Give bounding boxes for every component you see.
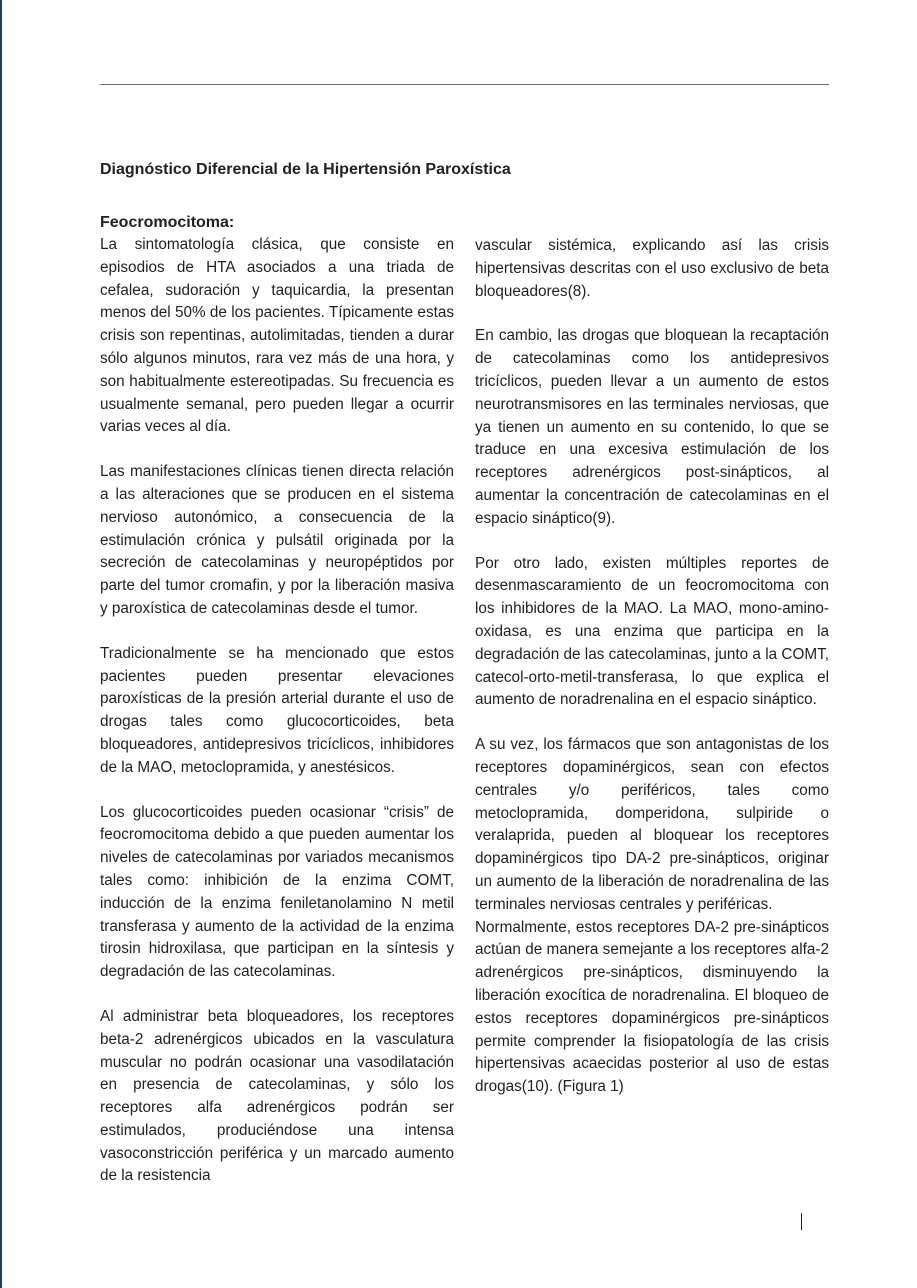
- left-column: [100, 212, 454, 1210]
- paragraph: En cambio, las drogas que bloquean la recaptación de catecolaminas como los antidepresivos tricíclicos, pueden llevar a un aumento de estos neurotransmisores en las terminales nerviosas, que ya tienen un aumento en su contenido, lo que se traduce en una excesiva estimulación de los receptores adrenérgicos post-sinápticos, al aumentar la concentración de catecolaminas en el espacio sináptico(9).: [475, 327, 829, 527]
- page-heading: Diagnóstico Diferencial de la Hipertensión Paroxística: [100, 161, 511, 178]
- paragraph: Normalmente, estos receptores DA-2 pre-sinápticos actúan de manera semejante a los receptores alfa-2 adrenérgicos pre-sinápticos, disminuyendo la liberación exocítica de noradrenalina. El bloqueo de estos receptores dopaminérgicos pre-sinápticos permite comprender la fisiopatología de las crisis hipertensivas acaecidas posterior al uso de estas drogas(10). (Figura 1): [475, 918, 829, 1096]
- right-column: [475, 235, 829, 1121]
- paragraph: Las manifestaciones clínicas tienen directa relación a las alteraciones que se producen en el sistema nervioso autonómico, a consecuencia de la estimulación crónica y pulsátil originada por la secreción de catecolaminas y neuropéptidos por parte del tumor cromafin, y por la liberación masiva y paroxística de catecolaminas desde el tumor.: [100, 463, 454, 617]
- paragraph: vascular sistémica, explicando así las crisis hipertensivas descritas con el uso exclusivo de beta bloqueadores(8).: [475, 237, 829, 300]
- paragraph: Al administrar beta bloqueadores, los receptores beta-2 adrenérgicos ubicados en la vasculatura muscular no podrán ocasionar una vasodilatación en presencia de catecolaminas, y sólo los receptores alfa adrenérgicos podrán ser estimulados, produciéndose una intensa vasoconstricción periférica y un marcado aumento de la resistencia: [100, 1007, 454, 1185]
- header-rule: [100, 84, 829, 85]
- page-marker: [801, 1213, 802, 1230]
- paragraph: A su vez, los fármacos que son antagonistas de los receptores dopaminérgicos, sean con efectos centrales y/o periféricos, tales como metoclopramida, domperidona, sulpiride o veralaprida, pueden al bloquear los receptores dopaminérgicos tipo DA-2 pre-sinápticos, originar un aumento de la liberación de noradrenalina de las terminales nerviosas centrales y periféricas.: [475, 736, 829, 913]
- paragraph: Por otro lado, existen múltiples reportes de desenmascaramiento de un feocromocitoma con los inhibidores de la MAO. La MAO, mono-amino-oxidasa, es una enzima que participa en la degradación de las catecolaminas, junto a la COMT, catecol-orto-metil-transferasa, lo que explica el aumento de noradrenalina en el espacio sináptico.: [475, 554, 829, 709]
- page-left-edge-bar: [0, 0, 2, 1288]
- paragraph: Tradicionalmente se ha mencionado que estos pacientes pueden presentar elevaciones paroxísticas de la presión arterial durante el uso de drogas tales como glucocorticoides, beta bloqueadores, antidepresivos tricíclicos, inhibidores de la MAO, metoclopramida, y anestésicos.: [100, 644, 454, 776]
- paragraph: La sintomatología clásica, que consiste en episodios de HTA asociados a una triada de cefalea, sudoración y taquicardia, la presentan menos del 50% de los pacientes. Típicamente estas crisis son repentinas, autolimitadas, tienden a durar sólo algunos minutos, rara vez más de una hora, y son habitualmente estereotipadas. Su frecuencia es usualmente semanal, pero pueden llegar a ocurrir varias veces al día.: [100, 236, 454, 436]
- section-title: Feocromocitoma:: [100, 214, 235, 231]
- paragraph: Los glucocorticoides pueden ocasionar “crisis” de feocromocitoma debido a que pueden aumentar los niveles de catecolaminas por variados mecanismos tales como: inhibición de la enzima COMT, inducción de la enzima feniletanolamino N metil transferasa y aumento de la actividad de la enzima tirosin hidroxilasa, que participan en la síntesis y degradación de las catecolaminas.: [100, 803, 454, 981]
